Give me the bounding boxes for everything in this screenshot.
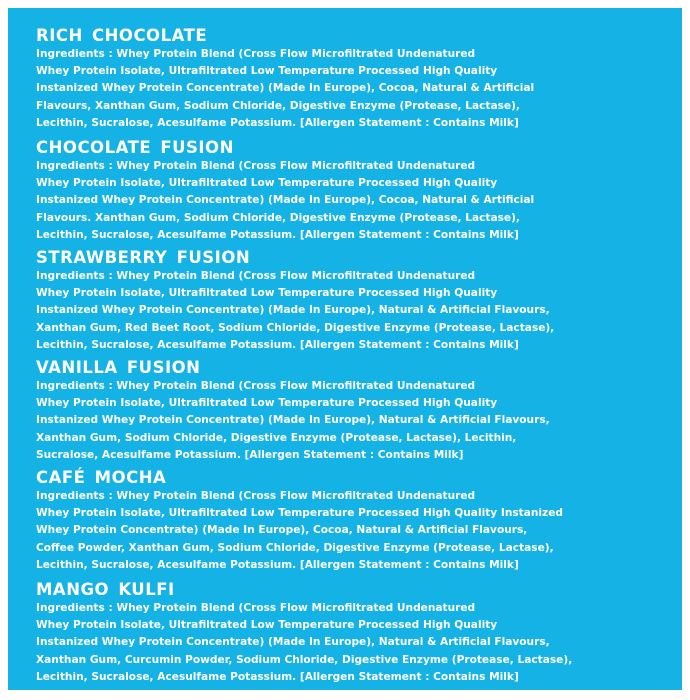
ingredients-line: Instanized Whey Protein Concentrate) (Made In Europe), Cocoa, Natural & Artificial (36, 82, 535, 95)
flavor-title: RICH CHOCOLATE (36, 26, 208, 45)
ingredients-line: Ingredients : Whey Protein Blend (Cross Flow Microfiltrated Undenatured (36, 602, 476, 614)
flavor-title: VANILLA FUSION (36, 358, 201, 377)
ingredients-text (36, 600, 660, 686)
ingredients-line: Whey Protein Isolate, Ultrafiltrated Low Temperature Processed High Quality Instanized (36, 507, 563, 520)
ingredients-text (36, 158, 660, 244)
ingredients-line: Ingredients : Whey Protein Blend (Cross Flow Microfiltrated Undenatured (36, 490, 476, 502)
ingredients-line: Instanized Whey Protein Concentrate) (Made In Europe), Natural & Artificial Flavours, (36, 636, 550, 649)
flavor-title: MANGO KULFI (36, 580, 175, 599)
ingredients-line: Instanized Whey Protein Concentrate) (Made In Europe), Cocoa, Natural & Artificial (36, 194, 535, 207)
ingredients-line: Lecithin, Sucralose, Acesulfame Potassium. [Allergen Statement : Contains Milk] (36, 558, 519, 571)
ingredients-line: Whey Protein Isolate, Ultrafiltrated Low Temperature Processed High Quality (36, 397, 498, 410)
ingredients-line: Sucralose, Acesulfame Potassium. [Allergen Statement : Contains Milk] (36, 448, 464, 461)
flavor-section-rich-chocolate (36, 26, 660, 138)
flavor-title: CHOCOLATE FUSION (36, 138, 234, 157)
flavor-section-cafe-mocha (36, 468, 660, 580)
ingredients-line: Ingredients : Whey Protein Blend (Cross Flow Microfiltrated Undenatured (36, 160, 476, 172)
ingredients-line: Ingredients : Whey Protein Blend (Cross Flow Microfiltrated Undenatured (36, 48, 476, 60)
ingredients-line: Whey Protein Isolate, Ultrafiltrated Low Temperature Processed High Quality (36, 287, 498, 300)
ingredients-line: Lecithin, Sucralose, Acesulfame Potassium. [Allergen Statement : Contains Milk] (36, 670, 519, 683)
ingredients-line: Xanthan Gum, Sodium Chloride, Digestive Enzyme (Protease, Lactase), Lecithin, (36, 431, 517, 444)
ingredients-line: Flavours, Xanthan Gum, Sodium Chloride, Digestive Enzyme (Protease, Lactase), (36, 99, 520, 112)
ingredients-text (36, 488, 660, 574)
ingredients-text (36, 46, 660, 132)
ingredients-line: Lecithin, Sucralose, Acesulfame Potassium. [Allergen Statement : Contains Milk] (36, 116, 519, 129)
flavor-section-vanilla-fusion (36, 358, 660, 468)
flavor-section-mango-kulfi (36, 580, 660, 690)
flavor-title: CAFÉ MOCHA (36, 468, 167, 487)
flavor-title: STRAWBERRY FUSION (36, 248, 251, 267)
ingredients-line: Whey Protein Concentrate) (Made In Europe), Cocoa, Natural & Artificial Flavours, (36, 524, 528, 537)
ingredients-line: Coffee Powder, Xanthan Gum, Sodium Chloride, Digestive Enzyme (Protease, Lactase), (36, 541, 554, 554)
ingredients-line: Instanized Whey Protein Concentrate) (Made In Europe), Natural & Artificial Flavours, (36, 304, 550, 317)
ingredients-text (36, 268, 660, 354)
flavor-section-chocolate-fusion (36, 138, 660, 248)
ingredients-line: Xanthan Gum, Curcumin Powder, Sodium Chloride, Digestive Enzyme (Protease, Lactase), (36, 653, 573, 666)
ingredients-line: Whey Protein Isolate, Ultrafiltrated Low Temperature Processed High Quality (36, 177, 498, 190)
ingredients-line: Flavours. Xanthan Gum, Sodium Chloride, Digestive Enzyme (Protease, Lactase), (36, 211, 520, 224)
ingredients-panel (8, 8, 682, 690)
ingredients-line: Whey Protein Isolate, Ultrafiltrated Low Temperature Processed High Quality (36, 65, 498, 78)
ingredients-line: Lecithin, Sucralose, Acesulfame Potassium. [Allergen Statement : Contains Milk] (36, 338, 519, 351)
ingredients-line: Ingredients : Whey Protein Blend (Cross Flow Microfiltrated Undenatured (36, 270, 476, 282)
ingredients-line: Whey Protein Isolate, Ultrafiltrated Low Temperature Processed High Quality (36, 619, 498, 632)
ingredients-text (36, 378, 660, 464)
ingredients-line: Xanthan Gum, Red Beet Root, Sodium Chloride, Digestive Enzyme (Protease, Lactase), (36, 321, 555, 334)
ingredients-line: Instanized Whey Protein Concentrate) (Made In Europe), Natural & Artificial Flavours, (36, 414, 550, 427)
ingredients-line: Lecithin, Sucralose, Acesulfame Potassium. [Allergen Statement : Contains Milk] (36, 228, 519, 241)
flavor-section-strawberry-fusion (36, 248, 660, 358)
ingredients-line: Ingredients : Whey Protein Blend (Cross Flow Microfiltrated Undenatured (36, 380, 476, 392)
